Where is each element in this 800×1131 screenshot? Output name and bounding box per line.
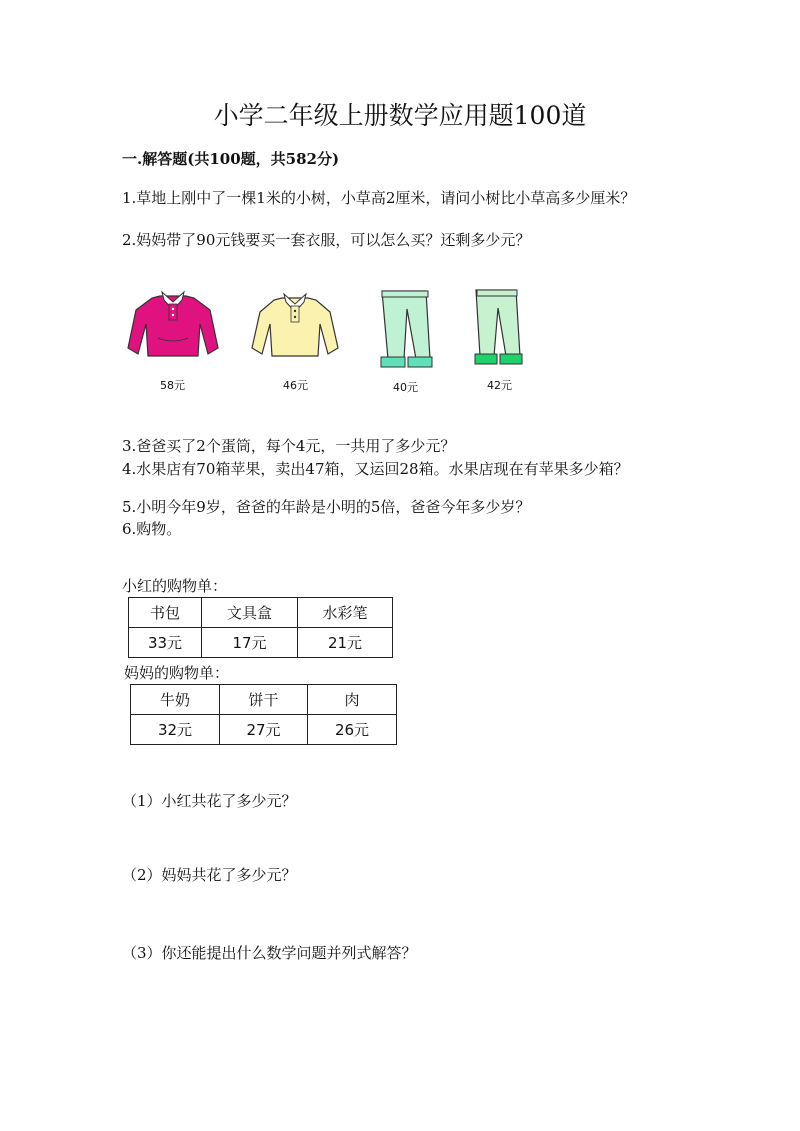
- table-cell: 牛奶: [131, 685, 220, 715]
- price-label: 40元: [393, 381, 418, 394]
- table-cell: 水彩笔: [298, 598, 393, 628]
- table-cell: 32元: [131, 715, 220, 745]
- mama-shopping-table: [130, 684, 397, 745]
- table-cell: 33元: [129, 628, 202, 658]
- table-cell: 文具盒: [202, 598, 298, 628]
- price-label: 46元: [283, 379, 308, 392]
- table-cell: 21元: [298, 628, 393, 658]
- table-cell: 17元: [202, 628, 298, 658]
- table-cell: 26元: [308, 715, 397, 745]
- subquestion-1: （1）小红共花了多少元？: [122, 792, 297, 810]
- question-4: 4.水果店有70箱苹果，卖出47箱，又运回28箱。水果店现在有苹果多少箱？: [122, 460, 629, 478]
- section-heading: 一.解答题(共100题，共582分): [122, 150, 340, 168]
- price-label: 42元: [487, 379, 512, 392]
- table-row: [129, 598, 393, 628]
- table-row: [131, 715, 397, 745]
- question-2: 2.妈妈带了90元钱要买一套衣服，可以怎么买？还剩多少元？: [122, 231, 531, 249]
- xiaohong-shopping-table: [128, 597, 393, 658]
- question-1: 1.草地上刚中了一棵1米的小树，小草高2厘米，请问小树比小草高多少厘米？: [122, 189, 636, 207]
- table-cell: 肉: [308, 685, 397, 715]
- pink-sweater-icon: [126, 288, 220, 360]
- table-cell: 书包: [129, 598, 202, 628]
- page-title: 小学二年级上册数学应用题100道: [213, 101, 587, 130]
- pants-icon: [472, 288, 524, 368]
- table-cell: 27元: [220, 715, 308, 745]
- question-6: 6.购物。: [122, 520, 182, 538]
- table-row: [131, 685, 397, 715]
- question-5: 5.小明今年9岁，爸爸的年龄是小明的5倍，爸爸今年多少岁？: [122, 498, 531, 516]
- table-row: [129, 628, 393, 658]
- table-cell: 饼干: [220, 685, 308, 715]
- subquestion-2: （2）妈妈共花了多少元？: [122, 866, 297, 884]
- yellow-sweater-icon: [250, 290, 340, 360]
- xiaohong-list-title: 小红的购物单：: [122, 577, 228, 595]
- subquestion-3: （3）你还能提出什么数学问题并列式解答？: [122, 944, 417, 962]
- question-3: 3.爸爸买了2个蛋筒，每个4元，一共用了多少元？: [122, 437, 456, 455]
- mama-list-title: 妈妈的购物单：: [124, 664, 230, 682]
- price-label: 58元: [160, 379, 185, 392]
- pants-icon: [378, 289, 434, 371]
